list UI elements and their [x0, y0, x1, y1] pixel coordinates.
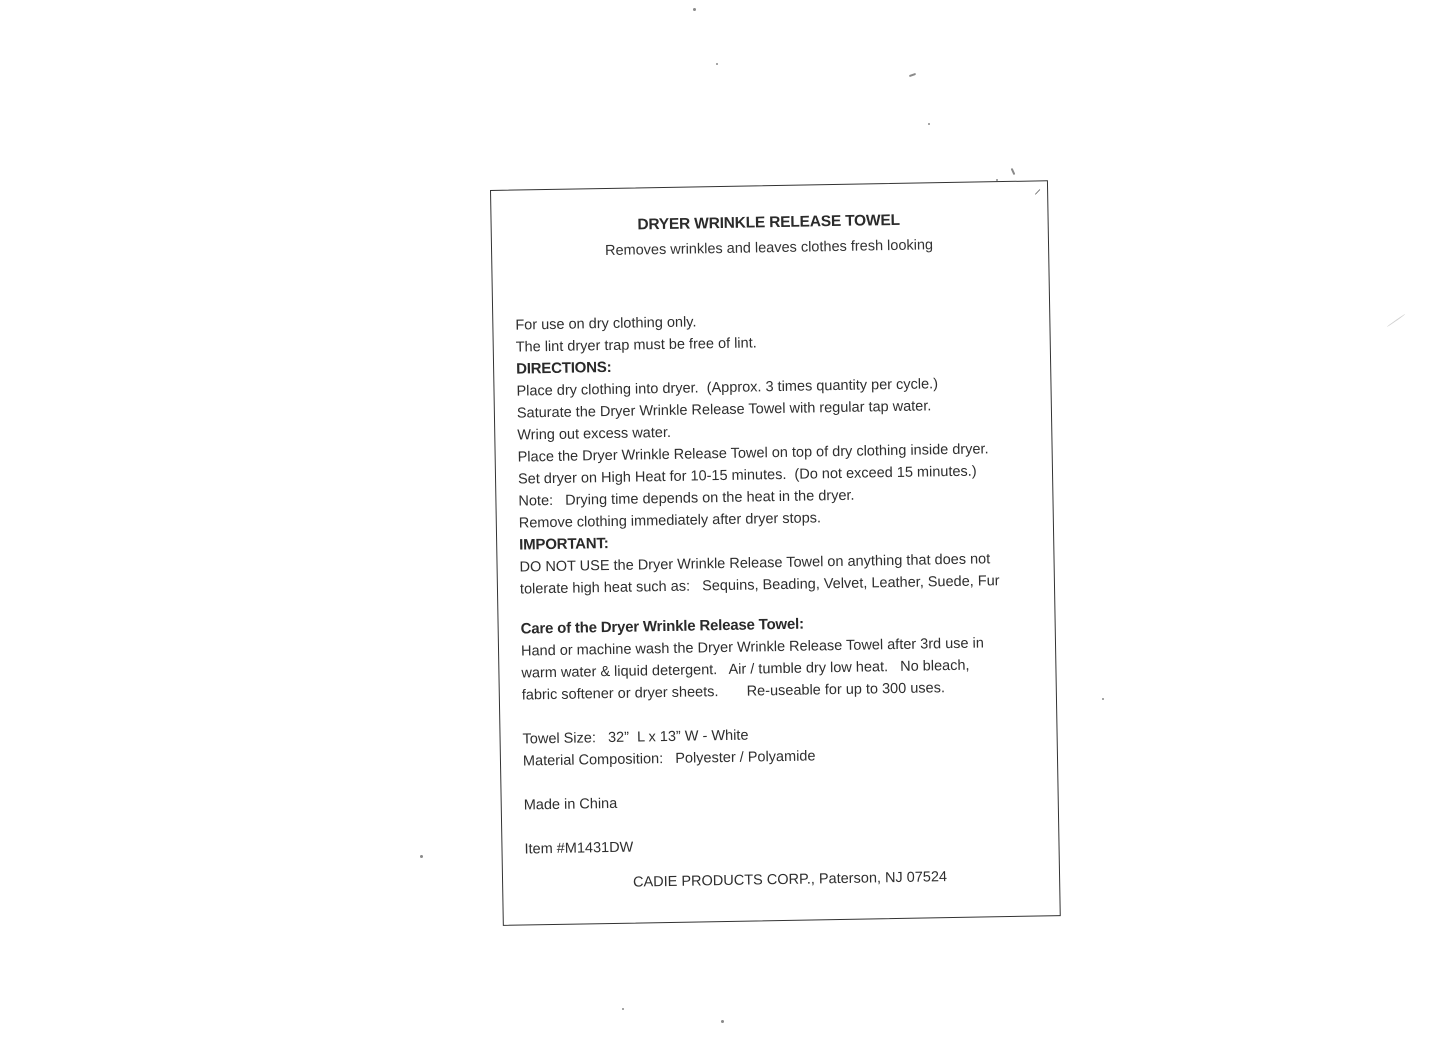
scan-speck [909, 73, 916, 77]
scan-speck [721, 1020, 724, 1023]
care-line: fabric softener or dryer sheets. Re-useable for up to 300 uses. [521, 680, 946, 704]
label-title: DRYER WRINKLE RELEASE TOWEL [637, 211, 900, 234]
label-content [514, 210, 1036, 893]
spec-line: Material Composition: Polyester / Polyamide [522, 748, 816, 770]
direction-line: Place the Dryer Wrinkle Release Towel on top of dry clothing inside dryer. [517, 441, 989, 466]
company-footer: CADIE PRODUCTS CORP., Paterson, NJ 07524 [632, 869, 948, 891]
direction-line: Set dryer on High Heat for 10-15 minutes. (Do not exceed 15 minutes.) [517, 463, 977, 488]
important-line: DO NOT USE the Dryer Wrinkle Release Towel on anything that does not [519, 551, 991, 576]
scan-speck [693, 8, 696, 11]
scan-speck [622, 1008, 624, 1010]
care-heading: Care of the Dryer Wrinkle Release Towel: [520, 615, 804, 638]
direction-line: Place dry clothing into dryer. (Approx. 3 times quantity per cycle.) [516, 376, 939, 400]
direction-line: Saturate the Dryer Wrinkle Release Towel with regular tap water. [516, 398, 932, 422]
care-line: warm water & liquid detergent. Air / tumble dry low heat. No bleach, [521, 657, 970, 682]
important-heading: IMPORTANT: [519, 534, 609, 554]
direction-line: Remove clothing immediately after dryer stops. [518, 510, 822, 532]
scan-speck [1387, 314, 1406, 327]
scan-speck [716, 63, 718, 65]
intro-line: The lint dryer trap must be free of lint. [515, 335, 757, 356]
important-line: tolerate high heat such as: Sequins, Beading, Velvet, Leather, Suede, Fur [519, 573, 1000, 598]
direction-line: Wring out excess water. [517, 424, 672, 444]
scan-speck [1011, 168, 1016, 175]
item-number: Item #M1431DW [524, 839, 634, 858]
direction-line: Note: Drying time depends on the heat in the dryer. [518, 487, 855, 510]
corner-mark-icon: ⸝ [1033, 180, 1042, 197]
origin-text: Made in China [523, 795, 618, 814]
scan-speck [1102, 698, 1104, 700]
spec-line: Towel Size: 32” L x 13” W - White [522, 727, 749, 748]
directions-heading: DIRECTIONS: [515, 358, 612, 378]
scan-speck [420, 855, 423, 858]
intro-line: For use on dry clothing only. [515, 314, 697, 334]
label-subtitle: Removes wrinkles and leaves clothes fresh looking [604, 237, 934, 259]
care-line: Hand or machine wash the Dryer Wrinkle Release Towel after 3rd use in [520, 635, 985, 660]
product-label [490, 180, 1061, 926]
scan-speck [928, 123, 930, 125]
